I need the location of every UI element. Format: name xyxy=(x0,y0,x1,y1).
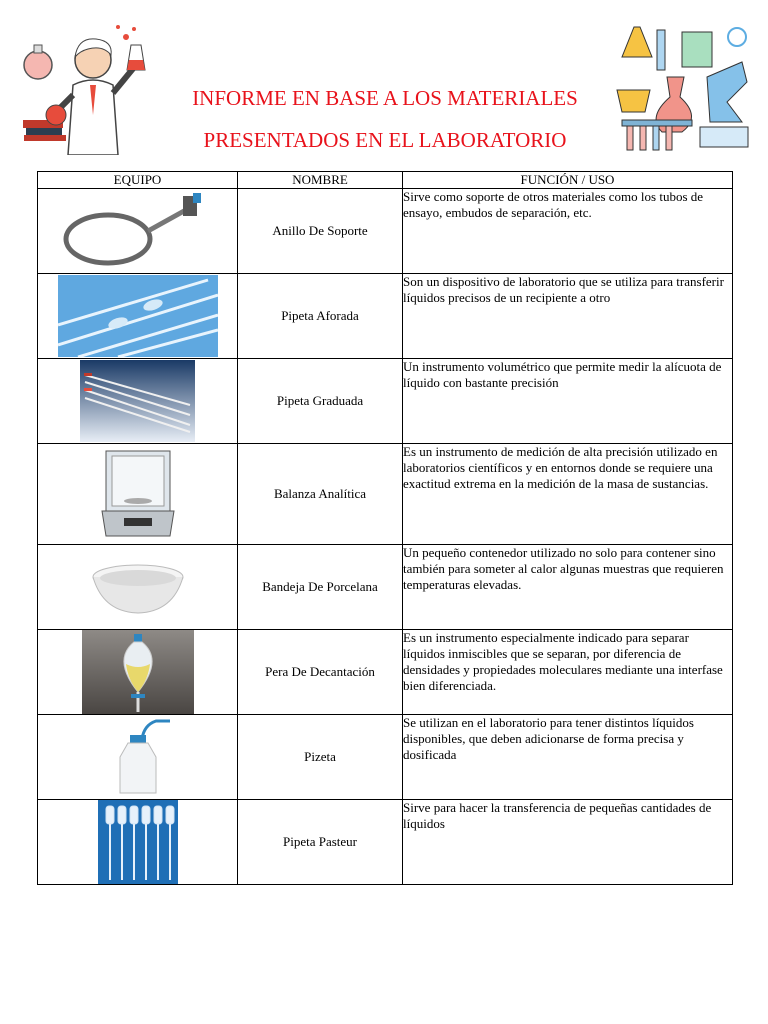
column-header-equipo: EQUIPO xyxy=(38,172,238,189)
equipment-image-cell xyxy=(38,274,238,359)
document-title-line-2: PRESENTADOS EN EL LABORATORIO xyxy=(203,128,567,152)
column-header-funcion: FUNCIÓN / USO xyxy=(403,172,733,189)
equipment-function: Son un dispositivo de laboratorio que se utiliza para transferir líquidos precisos de un recipiente a otro xyxy=(403,274,733,359)
equipment-image-cell xyxy=(38,630,238,715)
table-row xyxy=(38,189,733,274)
lab-glassware-illustration xyxy=(612,22,752,154)
equipment-function: Se utilizan en el laboratorio para tener distintos líquidos disponibles, que deben adicionarse de forma precisa y dosificada xyxy=(403,715,733,800)
equipment-function: Es un instrumento de medición de alta precisión utilizado en laboratorios científicos y en entornos donde se requiere una exactitud extrema en la medición de la masa de sustancias. xyxy=(403,444,733,545)
equipment-name: Bandeja De Porcelana xyxy=(238,545,403,630)
equipment-image-cell xyxy=(38,800,238,885)
pasteur-pipette-image xyxy=(98,800,178,884)
table-row xyxy=(38,800,733,885)
equipment-image-cell xyxy=(38,189,238,274)
table-row xyxy=(38,359,733,444)
equipment-function: Un instrumento volumétrico que permite medir la alícuota de líquido con bastante precisión xyxy=(403,359,733,444)
equipment-name: Pizeta xyxy=(238,715,403,800)
volumetric-pipette-image xyxy=(58,275,218,357)
separatory-funnel-image xyxy=(82,630,194,714)
equipment-function: Es un instrumento especialmente indicado para separar líquidos inmiscibles que se separan, por diferencia de densidades y propiedades moleculares mediante una interfase bien diferenciada. xyxy=(403,630,733,715)
equipment-function: Sirve como soporte de otros materiales como los tubos de ensayo, embudos de separación, etc. xyxy=(403,189,733,274)
equipment-name: Anillo De Soporte xyxy=(238,189,403,274)
equipment-image-cell xyxy=(38,359,238,444)
table-row xyxy=(38,630,733,715)
equipment-name: Balanza Analítica xyxy=(238,444,403,545)
equipment-name: Pipeta Aforada xyxy=(238,274,403,359)
equipment-image-cell xyxy=(38,715,238,800)
table-row xyxy=(38,715,733,800)
analytical-balance-image xyxy=(98,446,178,542)
equipment-function: Sirve para hacer la transferencia de pequeñas cantidades de líquidos xyxy=(403,800,733,885)
equipment-name: Pipeta Graduada xyxy=(238,359,403,444)
equipment-function: Un pequeño contenedor utilizado no solo para contener sino también para someter al calor algunas muestras que requieren temperaturas elevadas. xyxy=(403,545,733,630)
table-row xyxy=(38,274,733,359)
support-ring-image xyxy=(53,191,223,271)
equipment-name: Pipeta Pasteur xyxy=(238,800,403,885)
equipment-image-cell xyxy=(38,545,238,630)
table-header-row xyxy=(38,172,733,189)
document-title-line-1: INFORME EN BASE A LOS MATERIALES xyxy=(192,86,578,110)
equipment-name: Pera De Decantación xyxy=(238,630,403,715)
wash-bottle-image xyxy=(98,717,178,797)
equipment-image-cell xyxy=(38,444,238,545)
table-row xyxy=(38,545,733,630)
materials-table xyxy=(37,171,733,885)
document-header xyxy=(0,0,768,165)
column-header-nombre: NOMBRE xyxy=(238,172,403,189)
porcelain-dish-image xyxy=(88,557,188,617)
table-row xyxy=(38,444,733,545)
graduated-pipette-image xyxy=(80,360,195,442)
scientist-illustration xyxy=(18,15,168,155)
